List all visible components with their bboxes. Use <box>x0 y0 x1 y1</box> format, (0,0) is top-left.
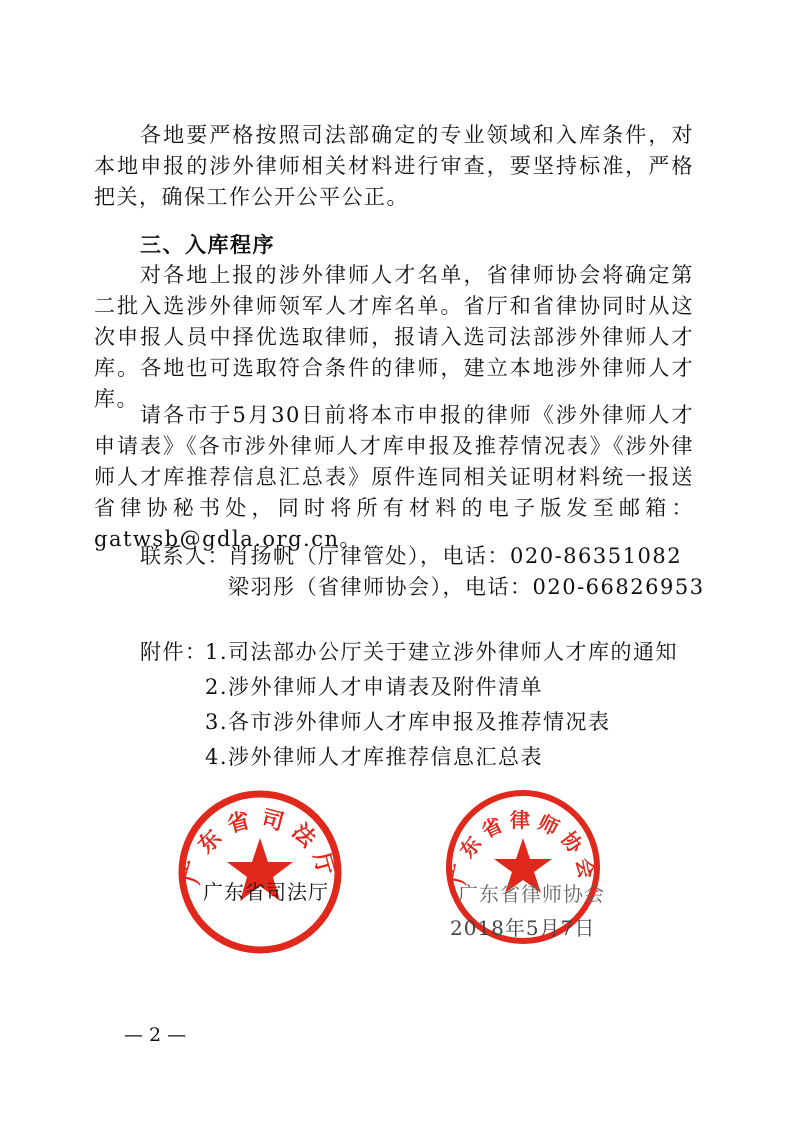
page-number: — 2 — <box>124 1024 187 1046</box>
attachment-item-1: 1.司法部办公厅关于建立涉外律师人才库的通知 <box>205 640 679 664</box>
attachment-item-3: 3.各市涉外律师人才库申报及推荐情况表 <box>205 710 611 734</box>
issuer-lawyers-association: 广东省律师协会 <box>458 882 605 906</box>
contact-first: 肖扬帆（厅律管处），电话：020-86351082 <box>228 544 683 568</box>
paragraph-submission: 请各市于5月30日前将本市申报的律师《涉外律师人才申请表》《各市涉外律师人才库申报及推荐情况表》《涉外律师人才库推荐信息汇总表》原件连同相关证明材料统一报送省律协秘书处，同时将所有材料的电子版发至邮箱：gatwsb@gdla.org.cn。 <box>94 403 694 551</box>
svg-text:广东省司法厅: 广东省司法厅 <box>179 806 341 887</box>
attachment-item-2: 2.涉外律师人才申请表及附件清单 <box>205 675 544 699</box>
contacts-label: 联系人： <box>140 544 230 568</box>
attachments-label: 附件： <box>140 640 208 664</box>
contact-second: 梁羽彤（省律师协会），电话：020-66826953 <box>228 575 705 599</box>
paragraph-review: 各地要严格按照司法部确定的专业领域和入库条件，对本地申报的涉外律师相关材料进行审查，要坚持标准，严格把关，确保工作公开公平公正。 <box>94 123 694 209</box>
paragraph-procedure: 对各地上报的涉外律师人才名单，省律师协会将确定第二批入选涉外律师领军人才库名单。省厅和省律协同时从这次申报人员中择优选取律师，报请入选司法部涉外律师人才库。各地也可选取符合条件的律师，建立本地涉外律师人才库。 <box>94 263 694 411</box>
section-heading: 三、入库程序 <box>140 233 275 257</box>
issuer-justice-department: 广东省司法厅 <box>203 880 329 904</box>
svg-text:广东省律师协会: 广东省律师协会 <box>445 807 601 887</box>
attachment-item-4: 4.涉外律师人才库推荐信息汇总表 <box>205 745 544 769</box>
issue-date: 2018年5月7日 <box>450 916 596 940</box>
justice-department-seal <box>174 786 346 958</box>
